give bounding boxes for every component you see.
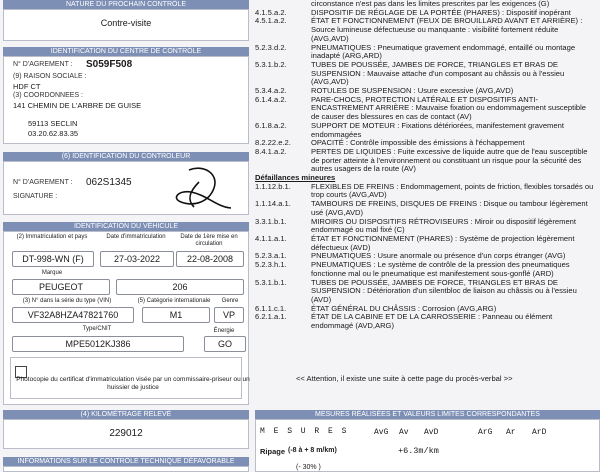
- agrement-value: S059F508: [86, 59, 133, 70]
- ctrl-agrement-label: N° D'AGREMENT :: [13, 179, 73, 186]
- vehicule-header: IDENTIFICATION DU VÉHICULE: [3, 222, 249, 231]
- defect-text: MIROIRS OU DISPOSITIFS RÉTROVISEURS : Miroir ou dispositif légèrement endommagé ou mal fixé (C): [311, 216, 576, 235]
- col-ar: Ar: [506, 428, 516, 437]
- vehicule-box: [3, 231, 249, 405]
- defect-row: [255, 183, 600, 200]
- defect-code: 6.1.4.a.2.: [255, 94, 287, 104]
- defect-text: ROTULES DE SUSPENSION : Usure excessive (AVG,AVD): [311, 86, 514, 96]
- km-value: 229012: [109, 428, 143, 439]
- address-line-1: 141 CHEMIN DE L'ARBRE DE GUISE: [13, 101, 142, 110]
- cat-label: (5) Catégorie internationale: [137, 298, 211, 304]
- immat-label: (2) Immatriculation et pays: [16, 234, 88, 240]
- defect-row: [255, 218, 600, 235]
- defect-text: FLEXIBLES DE FREINS : Endommagement, points de friction, flexibles torsadés ou trop courts (AVG,AVD): [311, 181, 594, 200]
- defect-code: 6.1.1.c.1.: [255, 303, 287, 313]
- cat-value: M1: [142, 307, 210, 323]
- defect-code: 5.2.3.d.2.: [255, 42, 287, 52]
- immat-value: DT-998-WN (F): [12, 251, 94, 267]
- defect-text: SUPPORT DE MOTEUR : Fixations détériorées, manifestement gravement endommagées: [311, 120, 564, 139]
- km-header: (4) KILOMÉTRAGE RELEVÉ: [3, 410, 249, 419]
- agrement-label: N° D'AGREMENT :: [13, 61, 73, 68]
- col-avg: AvG: [374, 428, 389, 437]
- defect-code: 4.1.5.a.2.: [255, 7, 287, 17]
- date-circ-value: 22-08-2008: [176, 251, 244, 267]
- signature-label: SIGNATURE :: [13, 193, 58, 200]
- address-line-3: 03.20.62.83.35: [28, 129, 79, 138]
- defect-code: 1.1.12.b.1.: [255, 181, 291, 191]
- col-av: Av: [399, 428, 409, 437]
- defect-text: ÉTAT GÉNÉRAL DU CHÂSSIS : Corrosion (AVG,ARG): [311, 303, 497, 313]
- ripage-value: +6.3m/km: [398, 446, 439, 456]
- raison-value: HDF CT: [13, 82, 41, 91]
- energie-value: GO: [204, 336, 246, 352]
- nature-header: NATURE DU PROCHAIN CONTRÔLE: [3, 0, 249, 9]
- defect-text: TUBES DE POUSSÉE, JAMBES DE FORCE, TRIANGLES ET BRAS DE SUSPENSION : Détérioration d'un silentbloc de liaison au châssis ou à l'essieu (AVD): [311, 277, 577, 304]
- defect-row: [255, 96, 600, 122]
- defect-code: 6.2.1.a.1.: [255, 312, 287, 322]
- address-line-2: 59113 SECLIN: [28, 119, 78, 128]
- defects-list: [255, 0, 600, 400]
- defect-text: PNEUMATIQUES : Pneumatique gravement endommagé, entaillé ou montage inadapté (ARG,ARD): [311, 42, 576, 61]
- defect-text: DISPOSITIF DE RÉGLAGE DE LA PORTÉE (PHARES) : Dispositif inopérant: [311, 7, 571, 17]
- defect-code: 4.1.1.a.1.: [255, 233, 287, 243]
- ripage-limits: (-8 à + 8 m/km): [288, 447, 337, 454]
- defect-row: [255, 44, 600, 61]
- info-box: [3, 466, 249, 472]
- model-value: 206: [116, 279, 244, 295]
- photocopie-text: Photocopie du certificat d'immatriculation visée par un commissaire-priseur ou un huissier de justice: [16, 376, 250, 391]
- defect-code: 5.3.1.b.1.: [255, 277, 287, 287]
- col-avd: AvD: [424, 428, 439, 437]
- col-arg: ArG: [478, 428, 493, 437]
- defect-text: TUBES DE POUSSÉE, JAMBES DE FORCE, TRIANGLES ET BRAS DE SUSPENSION : Mauvaise attache d'un composant au châssis ou à l'essieu (AVG,AVD): [311, 59, 565, 87]
- defect-text: circonstance n'est pas dans les limites prescrites par les exigences (G): [311, 0, 550, 8]
- defect-row: [255, 148, 600, 174]
- defect-row: [255, 122, 600, 139]
- date-circ-label: Date de 1ère mise en circulation: [180, 234, 238, 247]
- defect-text: ÉTAT DE LA CABINE ET DE LA CARROSSERIE : Panneau ou élément endommagé (AVD,ARG): [311, 312, 553, 331]
- defect-code: 1.1.14.a.1.: [255, 199, 291, 209]
- marque-label: Marque: [41, 270, 63, 276]
- controleur-header: (6) IDENTIFICATION DU CONTROLEUR: [3, 152, 249, 161]
- defect-row: [255, 313, 600, 330]
- defect-row: [255, 235, 600, 252]
- defect-text: TAMBOURS DE FREINS, DISQUES DE FREINS : Disque ou tambour légèrement usé (AVG,AVD): [311, 199, 588, 217]
- marque-value: PEUGEOT: [12, 279, 110, 295]
- vin-value: VF32A8HZA47821760: [12, 307, 134, 323]
- coord-label: (3) COORDONNEES :: [13, 92, 84, 99]
- defect-code: 4.5.1.a.2.: [255, 16, 287, 26]
- centre-header: IDENTIFICATION DU CENTRE DE CONTRÔLE: [3, 47, 249, 56]
- defect-text: ÉTAT ET FONCTIONNEMENT (PHARES) : Système de projection légèrement défectueux (AVD): [311, 233, 575, 252]
- centre-box: [3, 56, 249, 144]
- type-label: Type/CNIT: [82, 326, 112, 332]
- nature-box: [3, 9, 249, 41]
- nature-value: Contre-visite: [100, 18, 152, 28]
- mesures-header: MESURES RÉALISÉES ET VALEURS LIMITES CORRESPONDANTES: [255, 410, 600, 419]
- footer-note: << Attention, il existe une suite à cette page du procès-verbal >>: [296, 374, 513, 383]
- defect-code: 5.2.3.a.1.: [255, 251, 287, 261]
- defect-text: PNEUMATIQUES : Le système de contrôle de la pression des pneumatiques fonctionne mal ou le pneumatique est manifestement sous-gonflé (ARD): [311, 260, 570, 278]
- mesures-label: M E S U R E S: [260, 427, 349, 436]
- next-row-partial: (- 30% ): [296, 464, 321, 471]
- defect-text: OPACITÉ : Contrôle impossible des émissions à l'échappement: [311, 138, 525, 148]
- raison-label: (9) RAISON SOCIALE :: [13, 73, 87, 80]
- type-value: MPE5012KJ386: [12, 336, 184, 352]
- defect-text: PERTES DE LIQUIDES : Fuite excessive de liquide autre que de l'eau susceptible de porter atteinte à l'environnement ou constituant un risque pour la sécurité des autres usagers de la route (AV): [311, 146, 588, 174]
- defect-code: 3.3.1.b.1.: [255, 216, 287, 226]
- date-immat-label: Date d'immatriculation: [106, 234, 166, 240]
- defect-code: 5.3.4.a.2.: [255, 86, 287, 96]
- defect-code: 6.1.8.a.2.: [255, 120, 287, 130]
- defect-row: [255, 279, 600, 305]
- date-immat-value: 27-03-2022: [100, 251, 174, 267]
- defect-code: 8.4.1.a.2.: [255, 146, 287, 156]
- defect-code: 5.3.1.b.2.: [255, 59, 287, 69]
- defect-text: PARE-CHOCS, PROTECTION LATÉRALE ET DISPOSITIFS ANTI-ENCASTREMENT ARRIÈRE : Mauvaise fixation ou endommagement susceptible de causer des blessures en cas de contact (AV): [311, 94, 587, 122]
- defect-text: PNEUMATIQUES : Usure anormale ou présence d'un corps étranger (AVG): [311, 251, 566, 261]
- info-header: INFORMATIONS SUR LE CONTRÔLE TECHNIQUE DÉFAVORABLE: [3, 457, 249, 466]
- defect-row: [255, 200, 600, 217]
- defect-code: 5.2.3.h.1.: [255, 260, 287, 270]
- defect-text: ÉTAT ET FONCTIONNEMENT (FEUX DE BROUILLARD AVANT ET ARRIÈRE) : Source lumineuse défectueuse ou manquante : visibilité fortement réduite (AVG,AVD): [311, 16, 583, 43]
- controleur-box: [3, 161, 249, 215]
- signature-image: [159, 162, 239, 214]
- col-ard: ArD: [532, 428, 547, 437]
- ctrl-agrement-value: 062S1345: [86, 177, 132, 188]
- photocopie-box: [10, 357, 250, 399]
- genre-label: Genre: [221, 298, 239, 304]
- defect-section-heading: Défaillances mineures: [255, 173, 336, 183]
- defect-row: [255, 261, 600, 278]
- defect-row: [255, 17, 600, 43]
- km-box: [3, 419, 249, 449]
- ripage-label: Ripage: [260, 447, 286, 456]
- vin-label: (3) N° dans la série du type (VIN): [22, 298, 112, 304]
- mesures-box: [255, 419, 600, 472]
- genre-value: VP: [214, 307, 244, 323]
- defect-code: 8.2.22.e.2.: [255, 138, 291, 148]
- defect-row: [255, 61, 600, 87]
- energie-label: Énergie: [213, 328, 235, 334]
